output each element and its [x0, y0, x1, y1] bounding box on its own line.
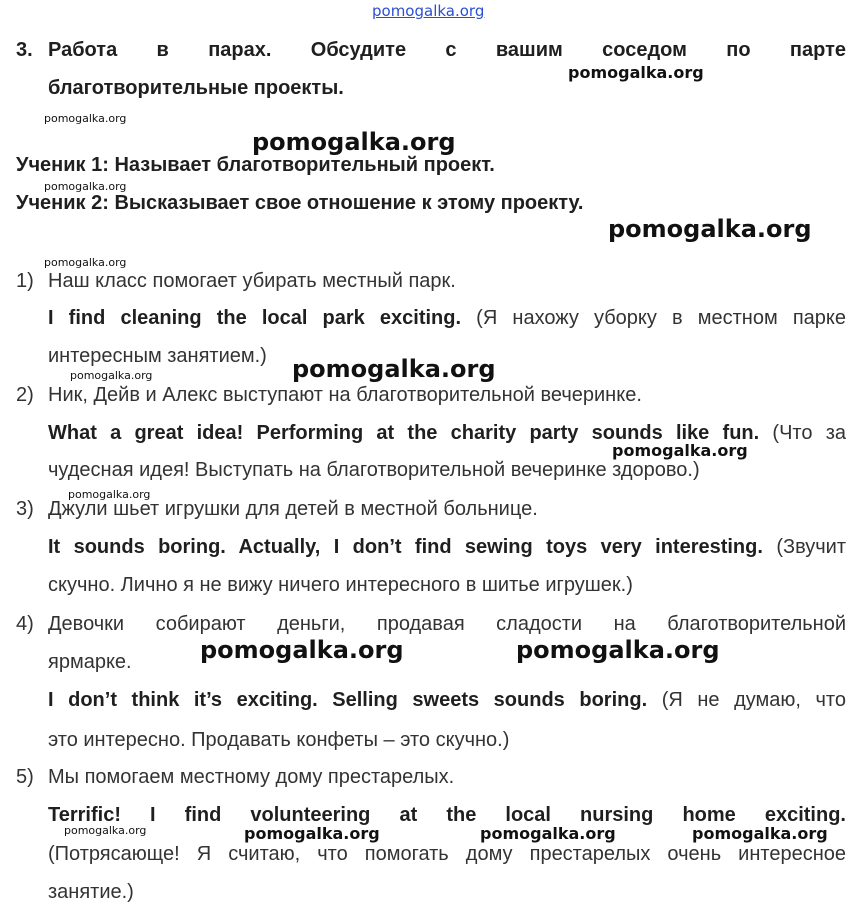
task-title-line2: благотворительные проекты. — [48, 77, 344, 99]
response-word: home — [682, 804, 736, 826]
watermark: pomogalka.org — [44, 180, 127, 193]
item-number: 5) — [16, 766, 34, 788]
item-statement: Девочки собирают деньги, продавая сладости на благотворительной — [48, 613, 846, 635]
response-word: Terrific! — [48, 804, 121, 826]
item-translation-cont: скучно. Лично я не вижу ничего интересного в шитье игрушек.) — [48, 574, 633, 596]
task-number: 3. — [16, 39, 33, 61]
watermark: pomogalka.org — [612, 441, 748, 460]
watermark: pomogalka.org — [68, 488, 151, 501]
student-1-instruction: Ученик 1: Называет благотворительный проект. — [16, 154, 495, 176]
item-number: 4) — [16, 613, 34, 635]
watermark: pomogalka.org — [44, 112, 127, 125]
task-title-line1 — [48, 38, 846, 62]
item-translation-cont: чудесная идея! Выступать на благотворительной вечеринке здорово.) — [48, 459, 700, 481]
item-translation: (Звучит — [776, 536, 847, 558]
watermark: pomogalka.org — [70, 369, 153, 382]
response-word: at — [399, 804, 418, 826]
item-response: I don’t think it’s exciting. Selling sweets sounds boring. — [48, 689, 648, 711]
response-word: volunteering — [250, 804, 371, 826]
item-translation-cont: это интересно. Продавать конфеты – это скучно.) — [48, 729, 510, 751]
item-response: What a great idea! Performing at the charity party sounds like fun. — [48, 422, 760, 444]
response-word: the — [446, 804, 477, 826]
student-2-instruction: Ученик 2: Высказывает свое отношение к этому проекту. — [16, 192, 584, 214]
item-translation-cont: занятие.) — [48, 881, 134, 903]
response-word: exciting. — [764, 804, 846, 826]
watermark: pomogalka.org — [568, 63, 704, 82]
watermark-link[interactable]: pomogalka.org — [372, 2, 485, 20]
item-translation: (Я нахожу уборку в местном парке — [476, 307, 846, 329]
watermark: pomogalka.org — [64, 824, 147, 837]
item-translation: (Я не думаю, что — [661, 689, 846, 711]
item-translation: (Что за — [772, 422, 846, 444]
task-word: соседом — [602, 39, 687, 61]
task-word: вашим — [495, 39, 563, 61]
item-statement-cont: ярмарке. — [48, 651, 132, 673]
item-response-line — [48, 688, 846, 712]
watermark: pomogalka.org — [244, 824, 380, 843]
item-statement: Джули шьет игрушки для детей в местной больнице. — [48, 498, 538, 520]
task-word: парте — [789, 39, 846, 61]
item-statement: Ник, Дейв и Алекс выступают на благотворительной вечеринке. — [48, 384, 642, 406]
item-statement: Наш класс помогает убирать местный парк. — [48, 270, 456, 292]
item-translation: (Потрясающе! Я считаю, что помогать дому престарелых очень интересное — [48, 843, 846, 865]
task-word: Работа — [48, 39, 118, 61]
item-number: 2) — [16, 384, 34, 406]
task-word: по — [726, 39, 751, 61]
watermark: pomogalka.org — [692, 824, 828, 843]
watermark: pomogalka.org — [480, 824, 616, 843]
watermark: pomogalka.org — [252, 128, 456, 156]
watermark: pomogalka.org — [44, 256, 127, 269]
item-response: It sounds boring. Actually, I don’t find sewing toys very interesting. — [48, 536, 763, 558]
response-word: nursing — [580, 804, 654, 826]
response-word: find — [184, 804, 222, 826]
task-word: парах. — [208, 39, 272, 61]
watermark: pomogalka.org — [516, 636, 720, 664]
response-word: local — [505, 804, 551, 826]
item-number: 3) — [16, 498, 34, 520]
task-word: Обсудите — [310, 39, 407, 61]
item-response-line — [48, 535, 846, 559]
task-word: с — [445, 39, 457, 61]
item-statement: Мы помогаем местному дому престарелых. — [48, 766, 455, 788]
item-response-line — [48, 306, 846, 330]
watermark: pomogalka.org — [608, 215, 812, 243]
watermark: pomogalka.org — [200, 636, 404, 664]
task-word: в — [156, 39, 169, 61]
response-word: I — [150, 804, 156, 826]
watermark: pomogalka.org — [292, 355, 496, 383]
item-response: I find cleaning the local park exciting. — [48, 307, 462, 329]
item-number: 1) — [16, 270, 34, 292]
item-translation-cont: интересным занятием.) — [48, 345, 267, 367]
